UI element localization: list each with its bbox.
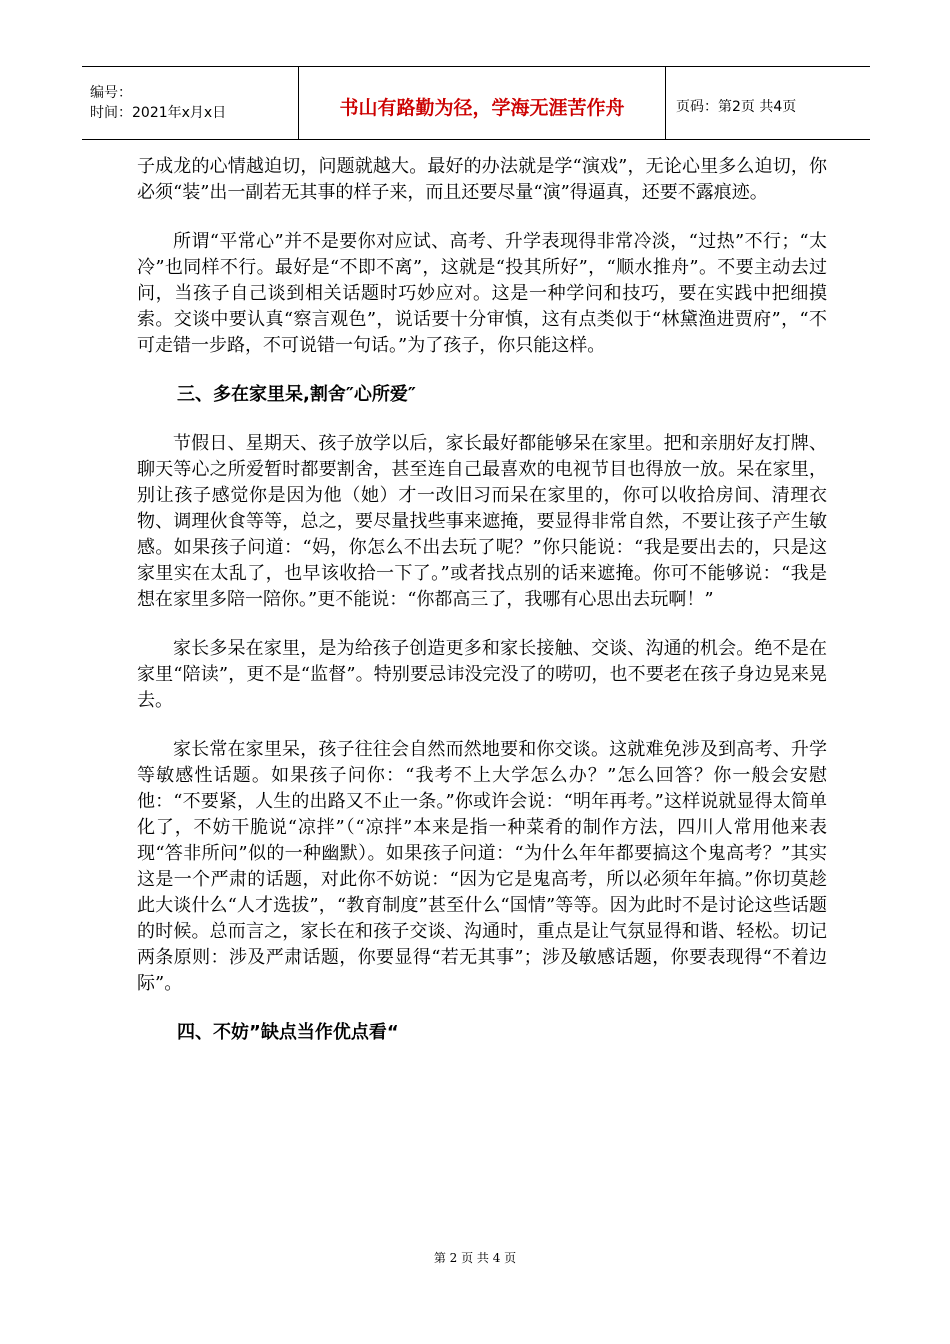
header-motto: 书山有路勤为径，学海无涯苦作舟 [299, 67, 666, 139]
document-number-label: 编号： [90, 85, 132, 101]
page-footer: 第 2 页 共 4 页 [433, 1251, 517, 1265]
header-page-info: 页码：第2页 共4页 [676, 99, 797, 115]
page-header [82, 66, 870, 140]
paragraph-5: 家长常在家里呆，孩子往往会自然而然地要和你交谈。这就难免涉及到高考、升学等敏感性话题。如果孩子问你：“我考不上大学怎么办？”怎么回答？你一般会安慰他：“不要紧，人生的出路又不止一条。”你或许会说：“明年再考。”这样说就显得太简单化了，不妨干脆说“凉拌”（“凉拌”本来是指一种菜肴的制作方法，四川人常用他来表现“答非所问”似的一种幽默）。如果孩子问道：“为什么年年都要搞这个鬼高考？”其实这是一个严肃的话题，对此你不妨说：“因为它是鬼高考，所以必须年年搞。”你切莫趁此大谈什么“人才选拔”，“教育制度”甚至什么“国情”等等。因为此时不是讨论这些话题的时候。总而言之，家长在和孩子交谈、沟通时，重点是让气氛显得和谐、轻松。切记两条原则：涉及严肃话题，你要显得“若无其事”；涉及敏感话题，你要表现得“不着边际”。 [137, 739, 827, 994]
document-time-label: 时间：2021年x月x日 [90, 105, 227, 121]
paragraph-4: 家长多呆在家里，是为给孩子创造更多和家长接触、交谈、沟通的机会。绝不是在家里“陪读”，更不是“监督”。特别要忌讳没完没了的唠叨，也不要老在孩子身边晃来晃去。 [137, 638, 827, 711]
section-heading-4: 四、不妨”缺点当作优点看“ [177, 1022, 399, 1043]
paragraph-3: 节假日、星期天、孩子放学以后，家长最好都能够呆在家里。把和亲朋好友打牌、聊天等心之所爱暂时都要割舍，甚至连自己最喜欢的电视节目也得放一放。呆在家里，别让孩子感觉你是因为他（她）才一改旧习而呆在家里的，你可以收拾房间、清理衣物、调理伙食等等，总之，要尽量找些事来遮掩，要显得非常自然，不要让孩子产生敏感。如果孩子问道：“妈，你怎么不出去玩了呢？”你只能说：“我是要出去的，只是这家里实在太乱了，也早该收拾一下了。”或者找点别的话来遮掩。你可不能够说：“我是想在家里多陪一陪你。”更不能说：“你都高三了，我哪有心思出去玩啊！” [137, 433, 827, 610]
paragraph-1: 子成龙的心情越迫切，问题就越大。最好的办法就是学“演戏”，无论心里多么迫切，你必须“装”出一副若无其事的样子来，而且还要尽量“演”得逼真，还要不露痕迹。 [137, 156, 827, 203]
header-meta [82, 67, 299, 139]
paragraph-2: 所谓“平常心”并不是要你对应试、高考、升学表现得非常冷淡，“过热”不行；“太冷”也同样不行。最好是“不即不离”，这就是“投其所好”，“顺水推舟”。不要主动去过问，当孩子自己谈到相关话题时巧妙应对。这是一种学问和技巧，要在实践中把细摸索。交谈中要认真“察言观色”，说话要十分审慎，这有点类似于“林黛渔进贾府”，“不可走错一步路，不可说错一句话。”为了孩子，你只能这样。 [137, 231, 827, 356]
section-heading-3: 三、多在家里呆,割舍″心所爱″ [177, 384, 416, 405]
document-body [137, 154, 827, 1046]
